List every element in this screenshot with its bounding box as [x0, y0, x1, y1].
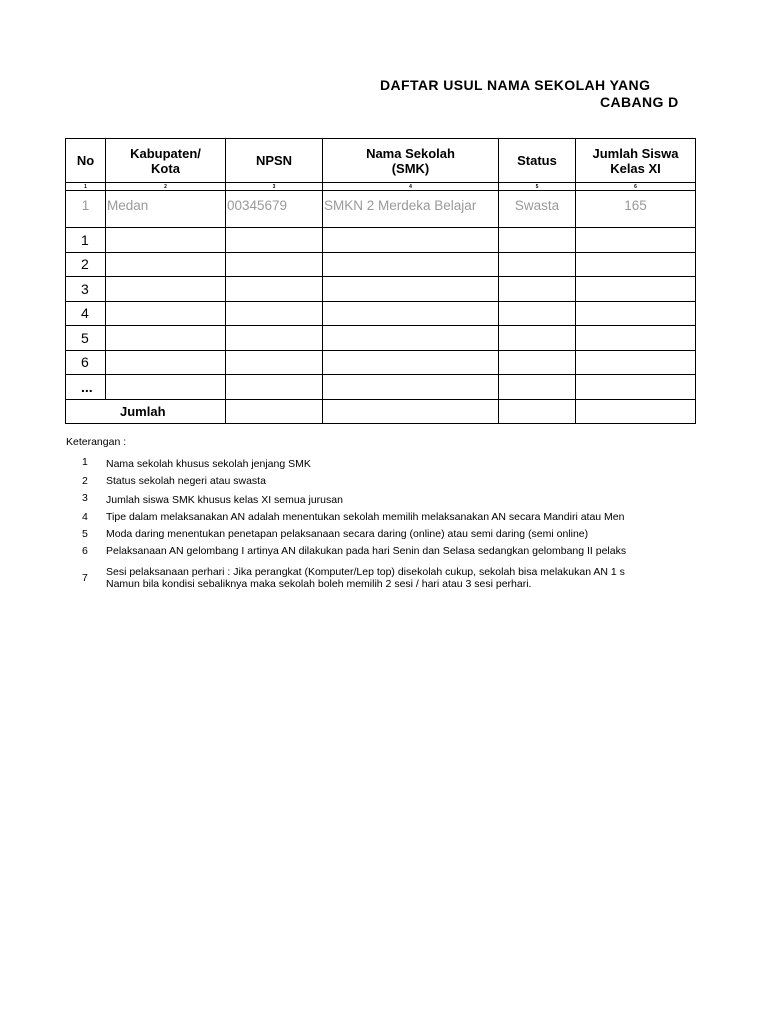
table-row [66, 375, 696, 400]
total-jumlah[interactable] [576, 399, 696, 423]
spacer-cell [106, 221, 226, 228]
cell-nama-sekolah[interactable] [323, 375, 499, 400]
cell-jumlah[interactable] [576, 252, 696, 277]
school-list-table [65, 138, 696, 424]
row-number: 3 [66, 277, 106, 302]
note-number: 6 [82, 545, 88, 557]
spacer-cell [226, 221, 323, 228]
total-label: Jumlah [66, 399, 226, 423]
cell-npsn[interactable] [226, 350, 323, 375]
header-nama-sekolah [323, 139, 499, 183]
cell-kabupaten[interactable] [106, 252, 226, 277]
example-npsn[interactable]: 00345679 [226, 191, 323, 221]
column-index-row [66, 183, 696, 191]
header-jumlah-line2: Kelas XI [610, 160, 661, 176]
cell-npsn[interactable] [226, 301, 323, 326]
cell-npsn[interactable] [226, 326, 323, 351]
header-jumlah-line1: Jumlah Siswa [592, 145, 679, 161]
total-status[interactable] [499, 399, 576, 423]
header-status: Status [499, 139, 576, 183]
row-number: 6 [66, 350, 106, 375]
notes-section [66, 436, 679, 590]
header-nama-line1: Nama Sekolah [366, 145, 455, 161]
note-text: Jumlah siswa SMK khusus kelas XI semua jurusan [106, 494, 343, 506]
note-text: Pelaksanaan AN gelombang I artinya AN dilakukan pada hari Senin dan Selasa sedangkan gelombang II pelaks [106, 545, 627, 557]
table-row [66, 228, 696, 253]
cell-status[interactable] [499, 228, 576, 253]
note-number: 3 [82, 492, 88, 504]
column-index: 3 [226, 183, 323, 191]
example-no[interactable]: 1 [66, 191, 106, 221]
header-no: No [66, 139, 106, 183]
cell-status[interactable] [499, 252, 576, 277]
spacer-cell [499, 221, 576, 228]
note-text: Moda daring menentukan penetapan pelaksanaan secara daring (online) atau semi daring (semi online) [106, 528, 589, 540]
header-npsn: NPSN [226, 139, 323, 183]
note-item [66, 456, 679, 470]
note-number: 4 [82, 511, 88, 523]
note-item [66, 492, 679, 506]
note-number: 1 [82, 456, 88, 468]
cell-kabupaten[interactable] [106, 277, 226, 302]
column-index: 5 [499, 183, 576, 191]
cell-jumlah[interactable] [576, 375, 696, 400]
cell-status[interactable] [499, 326, 576, 351]
cell-nama-sekolah[interactable] [323, 252, 499, 277]
row-number: ... [66, 375, 106, 400]
note-text: Nama sekolah khusus sekolah jenjang SMK [106, 458, 311, 470]
spacer-cell [323, 221, 499, 228]
note-number: 5 [82, 528, 88, 540]
note-number: 7 [82, 572, 88, 584]
cell-kabupaten[interactable] [106, 326, 226, 351]
cell-status[interactable] [499, 301, 576, 326]
cell-npsn[interactable] [226, 228, 323, 253]
example-nama-sekolah[interactable]: SMKN 2 Merdeka Belajar [323, 191, 499, 221]
table-row [66, 277, 696, 302]
title-line-2: CABANG D [600, 94, 679, 110]
cell-kabupaten[interactable] [106, 228, 226, 253]
header-jumlah-siswa [576, 139, 696, 183]
header-kabupaten [106, 139, 226, 183]
cell-nama-sekolah[interactable] [323, 301, 499, 326]
spacer-row [66, 221, 696, 228]
column-index: 2 [106, 183, 226, 191]
row-number: 5 [66, 326, 106, 351]
note-item [66, 566, 679, 590]
column-index: 4 [323, 183, 499, 191]
column-index: 6 [576, 183, 696, 191]
example-kabupaten[interactable]: Medan [106, 191, 226, 221]
total-nama-sekolah[interactable] [323, 399, 499, 423]
example-status[interactable]: Swasta [499, 191, 576, 221]
cell-status[interactable] [499, 350, 576, 375]
header-nama-line2: (SMK) [391, 160, 430, 176]
title-line-1: DAFTAR USUL NAMA SEKOLAH YANG [380, 77, 651, 93]
note-text: Sesi pelaksanaan perhari : Jika perangkat (Komputer/Lep top) disekolah cukup, sekolah bisa melakukan AN 1 s [106, 566, 625, 578]
cell-status[interactable] [499, 375, 576, 400]
cell-kabupaten[interactable] [106, 375, 226, 400]
cell-nama-sekolah[interactable] [323, 277, 499, 302]
example-jumlah[interactable]: 165 [576, 191, 696, 221]
column-index: 1 [66, 183, 106, 191]
cell-npsn[interactable] [226, 252, 323, 277]
cell-jumlah[interactable] [576, 277, 696, 302]
cell-kabupaten[interactable] [106, 350, 226, 375]
row-number: 4 [66, 301, 106, 326]
table-row [66, 350, 696, 375]
total-npsn[interactable] [226, 399, 323, 423]
header-kabupaten-line1: Kabupaten/ [130, 145, 201, 161]
note-item [66, 475, 679, 487]
cell-nama-sekolah[interactable] [323, 350, 499, 375]
cell-npsn[interactable] [226, 277, 323, 302]
cell-jumlah[interactable] [576, 301, 696, 326]
note-text: Status sekolah negeri atau swasta [106, 475, 266, 487]
note-number: 2 [82, 475, 88, 487]
spacer-cell [576, 221, 696, 228]
note-text: Tipe dalam melaksanakan AN adalah menentukan sekolah memilih melaksanakan AN secara Mandiri atau Men [106, 511, 625, 523]
note-text-continued: Namun bila kondisi sebaliknya maka sekolah boleh memilih 2 sesi / hari atau 3 sesi perhari. [106, 578, 532, 590]
table-row [66, 252, 696, 277]
table-row [66, 326, 696, 351]
table-row [66, 301, 696, 326]
note-item [66, 545, 679, 557]
notes-heading: Keterangan : [66, 436, 127, 448]
cell-npsn[interactable] [226, 375, 323, 400]
cell-nama-sekolah[interactable] [323, 326, 499, 351]
cell-jumlah[interactable] [576, 326, 696, 351]
header-row [66, 139, 696, 183]
cell-kabupaten[interactable] [106, 301, 226, 326]
spacer-cell [66, 221, 106, 228]
header-kabupaten-line2: Kota [151, 160, 180, 176]
cell-jumlah[interactable] [576, 228, 696, 253]
row-number: 1 [66, 228, 106, 253]
example-row [66, 191, 696, 221]
cell-jumlah[interactable] [576, 350, 696, 375]
cell-nama-sekolah[interactable] [323, 228, 499, 253]
total-row [66, 399, 696, 423]
cell-status[interactable] [499, 277, 576, 302]
note-text-block [106, 566, 625, 590]
note-item [66, 511, 679, 523]
row-number: 2 [66, 252, 106, 277]
note-item [66, 528, 679, 540]
